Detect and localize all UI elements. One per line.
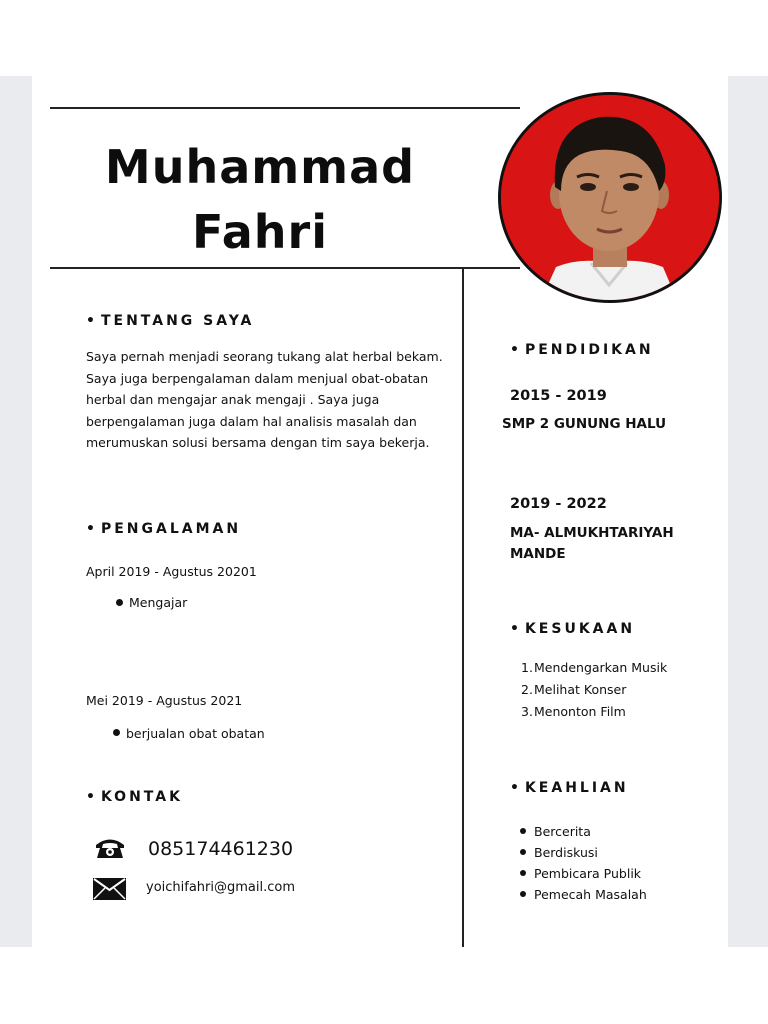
name-last: Fahri — [192, 205, 328, 259]
section-title-education: • PENDIDIKAN — [510, 342, 654, 358]
about-text: Saya pernah menjadi seorang tukang alat herbal bekam. Saya juga berpengalaman dalam menjual obat-obatan herbal dan mengajar anak mengaji . Saya juga berpengalaman juga dalam hal analisis masalah dan merumuskan solusi bersama dengan tim saya bekerja. — [86, 349, 443, 450]
header-top-rule — [50, 107, 520, 109]
hobby-num-1: 1. — [521, 660, 533, 675]
right-margin-band — [728, 76, 768, 947]
skill-bullet-4 — [520, 891, 526, 897]
experience-detail-2: berjualan obat obatan — [126, 726, 265, 741]
education-school-1: SMP 2 GUNUNG HALU — [502, 416, 667, 432]
education-school-2-line1: MA- ALMUKHTARIYAH — [510, 525, 674, 541]
experience-bullet-1 — [116, 599, 123, 606]
experience-period-2: Mei 2019 - Agustus 2021 — [86, 693, 243, 708]
envelope-icon — [93, 878, 126, 900]
header-bottom-rule — [50, 267, 520, 269]
skill-item-1: Bercerita — [534, 824, 591, 839]
left-margin-band — [0, 76, 32, 947]
profile-photo — [498, 92, 722, 303]
hobby-item-2: Melihat Konser — [534, 682, 627, 697]
skill-item-4: Pemecah Masalah — [534, 887, 647, 902]
section-title-hobbies: • KESUKAAN — [510, 621, 636, 637]
experience-detail-1: Mengajar — [129, 595, 188, 610]
section-title-skills: • KEAHLIAN — [510, 780, 629, 796]
skill-item-2: Berdiskusi — [534, 845, 598, 860]
education-years-1: 2015 - 2019 — [510, 388, 607, 404]
profile-photo-illustration — [501, 95, 719, 300]
hobby-item-3: Menonton Film — [534, 704, 626, 719]
skill-item-3: Pembicara Publik — [534, 866, 642, 881]
name-first: Muhammad — [104, 140, 416, 194]
hobby-num-2: 2. — [521, 682, 533, 697]
hobby-num-3: 3. — [521, 704, 533, 719]
section-title-about: • TENTANG SAYA — [86, 313, 255, 329]
hobby-item-1: Mendengarkan Musik — [534, 660, 668, 675]
education-school-2-line2: MANDE — [510, 546, 566, 562]
section-title-experience: • PENGALAMAN — [86, 521, 242, 537]
telephone-icon — [94, 836, 126, 860]
skill-bullet-2 — [520, 849, 526, 855]
education-years-2: 2019 - 2022 — [510, 496, 607, 512]
phone-number[interactable]: 085174461230 — [148, 838, 294, 860]
experience-bullet-2 — [113, 729, 120, 736]
skill-bullet-1 — [520, 828, 526, 834]
experience-period-1: April 2019 - Agustus 20201 — [86, 564, 257, 579]
column-divider — [462, 268, 464, 947]
email-address[interactable]: yoichifahri@gmail.com — [146, 880, 295, 895]
section-title-contact: • KONTAK — [86, 789, 183, 805]
skill-bullet-3 — [520, 870, 526, 876]
